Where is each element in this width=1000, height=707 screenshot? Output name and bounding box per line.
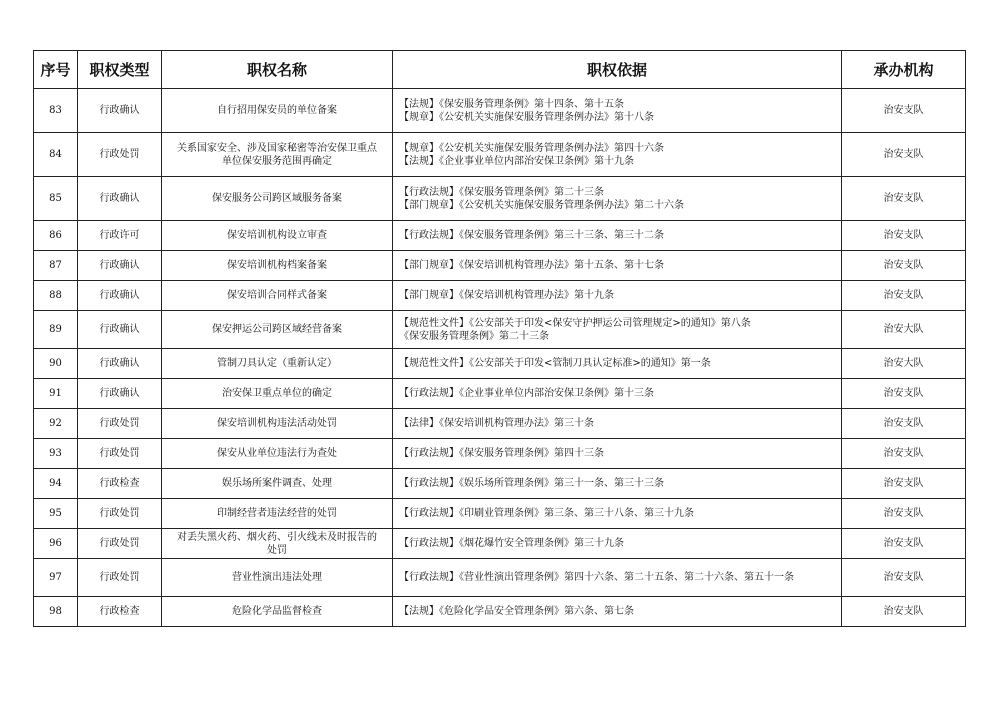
cell-org: 治安支队 [842,89,966,133]
header-row [34,51,966,89]
cell-no: 85 [34,177,78,221]
cell-name-line: 营业性演出违法处理 [232,572,322,583]
cell-type: 行政许可 [78,221,162,251]
cell-name-line: 单位保安服务范围再确定 [222,155,332,167]
cell-name-line: 危险化学品监督检查 [232,606,322,617]
cell-name [162,89,393,133]
cell-name [162,469,393,499]
cell-basis [393,439,842,469]
cell-basis [393,221,842,251]
table-row [34,133,966,177]
cell-org: 治安大队 [842,311,966,349]
cell-basis-line: 【部门规章】《保安培训机构管理办法》第十五条、第十七条 [399,260,664,271]
header-no: 序号 [34,51,78,89]
cell-basis [393,311,842,349]
cell-basis-line: 【规章】《公安机关实施保安服务管理条例办法》第四十六条 [399,142,664,154]
authority-table [33,50,966,627]
table-row [34,597,966,627]
table-row [34,349,966,379]
cell-org: 治安支队 [842,221,966,251]
table-row [34,311,966,349]
cell-no: 83 [34,89,78,133]
cell-basis-line: 《保安服务管理条例》第二十三条 [399,330,549,342]
cell-no: 93 [34,439,78,469]
cell-basis [393,529,842,559]
table-row [34,409,966,439]
cell-name [162,251,393,281]
cell-org: 治安支队 [842,409,966,439]
cell-name-line: 治安保卫重点单位的确定 [222,388,332,399]
cell-type: 行政确认 [78,379,162,409]
cell-basis-line: 【规章】《公安机关实施保安服务管理条例办法》第十八条 [399,111,654,123]
cell-basis-line: 【行政法规】《娱乐场所管理条例》第三十一条、第三十三条 [399,478,664,489]
cell-type: 行政确认 [78,251,162,281]
cell-no: 89 [34,311,78,349]
cell-basis-line: 【行政法规】《保安服务管理条例》第三十三条、第三十二条 [399,230,664,241]
cell-no: 95 [34,499,78,529]
cell-basis [393,559,842,597]
cell-org: 治安支队 [842,499,966,529]
cell-name [162,133,393,177]
cell-type: 行政确认 [78,177,162,221]
cell-org: 治安支队 [842,281,966,311]
table-row [34,499,966,529]
cell-basis [393,349,842,379]
cell-basis-line: 【规范性文件】《公安部关于印发<管制刀具认定标准>的通知》第一条 [399,358,711,369]
header-name: 职权名称 [162,51,393,89]
cell-name [162,177,393,221]
header-org: 承办机构 [842,51,966,89]
cell-basis [393,409,842,439]
cell-type: 行政确认 [78,281,162,311]
table-row [34,439,966,469]
cell-no: 94 [34,469,78,499]
cell-no: 87 [34,251,78,281]
cell-name-line: 保安服务公司跨区域服务备案 [212,193,342,204]
cell-org: 治安支队 [842,379,966,409]
cell-no: 90 [34,349,78,379]
table-row [34,177,966,221]
cell-type: 行政处罚 [78,499,162,529]
cell-org: 治安支队 [842,177,966,221]
cell-basis-line: 【部门规章】《保安培训机构管理办法》第十九条 [399,290,614,301]
table-row [34,529,966,559]
table-row [34,221,966,251]
cell-org: 治安支队 [842,559,966,597]
cell-name [162,349,393,379]
table-row [34,559,966,597]
cell-name-line: 印制经营者违法经营的处罚 [217,508,337,519]
cell-basis [393,133,842,177]
cell-basis [393,597,842,627]
cell-name-line: 保安从业单位违法行为查处 [217,448,337,459]
cell-type: 行政处罚 [78,439,162,469]
cell-type: 行政处罚 [78,409,162,439]
cell-org: 治安大队 [842,349,966,379]
cell-no: 86 [34,221,78,251]
cell-basis [393,281,842,311]
cell-no: 84 [34,133,78,177]
cell-name [162,439,393,469]
cell-name-line: 保安培训合同样式备案 [227,290,327,301]
cell-basis [393,89,842,133]
table-row [34,379,966,409]
cell-name-line: 保安培训机构违法活动处罚 [217,418,337,429]
cell-name [162,311,393,349]
cell-no: 96 [34,529,78,559]
cell-name [162,379,393,409]
cell-no: 92 [34,409,78,439]
cell-name [162,499,393,529]
cell-name [162,559,393,597]
cell-basis-line: 【法规】《企业事业单位内部治安保卫条例》第十九条 [399,155,634,167]
cell-no: 91 [34,379,78,409]
cell-basis-line: 【行政法规】《企业事业单位内部治安保卫条例》第十三条 [399,388,654,399]
table-row [34,89,966,133]
cell-name-line: 关系国家安全、涉及国家秘密等治安保卫重点 [177,142,377,154]
cell-type: 行政确认 [78,89,162,133]
cell-name-line: 对丢失黑火药、烟火药、引火线未及时报告的 [177,531,377,543]
cell-org: 治安支队 [842,251,966,281]
cell-org: 治安支队 [842,133,966,177]
cell-name-line: 保安押运公司跨区域经营备案 [212,324,342,335]
cell-basis-line: 【法律】《保安培训机构管理办法》第三十条 [399,418,594,429]
cell-org: 治安支队 [842,469,966,499]
table-row [34,251,966,281]
cell-basis-line: 【行政法规】《保安服务管理条例》第四十三条 [399,448,604,459]
cell-basis-line: 【行政法规】《保安服务管理条例》第二十三条 [399,186,604,198]
cell-name-line: 管制刀具认定（重新认定） [217,358,337,369]
cell-basis [393,469,842,499]
cell-type: 行政检查 [78,469,162,499]
cell-no: 98 [34,597,78,627]
cell-basis [393,251,842,281]
cell-basis-line: 【法规】《危险化学品安全管理条例》第六条、第七条 [399,606,634,617]
cell-basis-line: 【法规】《保安服务管理条例》第十四条、第十五条 [399,98,624,110]
cell-name-line: 保安培训机构设立审查 [227,230,327,241]
cell-type: 行政检查 [78,597,162,627]
cell-type: 行政处罚 [78,529,162,559]
table-row [34,469,966,499]
cell-basis [393,379,842,409]
cell-no: 97 [34,559,78,597]
cell-type: 行政确认 [78,311,162,349]
cell-basis-line: 【部门规章】《公安机关实施保安服务管理条例办法》第二十六条 [399,199,684,211]
cell-basis [393,499,842,529]
cell-name [162,221,393,251]
cell-name-line: 保安培训机构档案备案 [227,260,327,271]
cell-name [162,529,393,559]
cell-no: 88 [34,281,78,311]
cell-org: 治安支队 [842,439,966,469]
header-basis: 职权依据 [393,51,842,89]
table-row [34,281,966,311]
cell-basis-line: 【行政法规】《烟花爆竹安全管理条例》第三十九条 [399,538,624,549]
cell-org: 治安支队 [842,529,966,559]
cell-type: 行政处罚 [78,133,162,177]
cell-type: 行政处罚 [78,559,162,597]
header-type: 职权类型 [78,51,162,89]
table-body [34,89,966,627]
cell-name [162,597,393,627]
cell-name [162,281,393,311]
cell-basis-line: 【行政法规】《印刷业管理条例》第三条、第三十八条、第三十九条 [399,508,694,519]
cell-name [162,409,393,439]
cell-type: 行政确认 [78,349,162,379]
cell-name-line: 自行招用保安员的单位备案 [217,105,337,116]
cell-name-line: 娱乐场所案件调查、处理 [222,478,332,489]
cell-basis-line: 【行政法规】《营业性演出管理条例》第四十六条、第二十五条、第二十六条、第五十一条 [399,572,794,583]
cell-name-line: 处罚 [267,544,287,556]
cell-basis-line: 【规范性文件】《公安部关于印发<保安守护押运公司管理规定>的通知》第八条 [399,317,751,329]
cell-basis [393,177,842,221]
cell-org: 治安支队 [842,597,966,627]
